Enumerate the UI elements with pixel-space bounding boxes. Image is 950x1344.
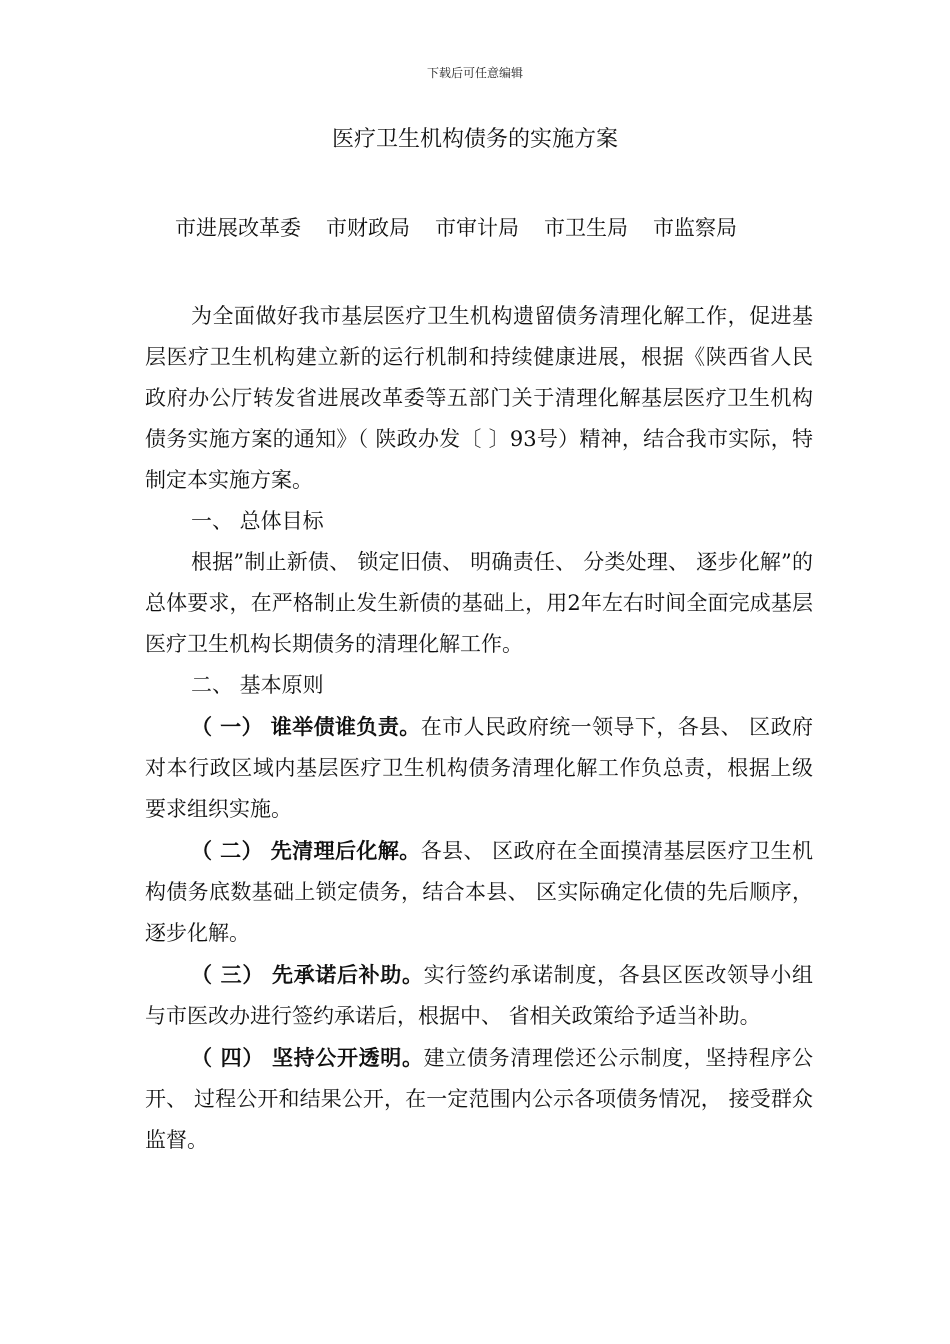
department-item: 市卫生局 [544,216,628,240]
principle-label: （ 三） 先承诺后补助。 [191,962,424,987]
header-note: 下载后可任意编辑 [426,66,523,80]
principle-text: 实行签约承诺制度，各县区医改领导小组与市医改办进行签约承诺后，根据中、 省相关政策给予适当补助。 [145,963,813,1028]
principle-paragraph [145,954,813,1037]
principle-paragraph [145,1037,813,1161]
document-body [145,296,813,1161]
department-list [175,212,737,242]
department-item: 市进展改革委 [175,216,301,240]
section-heading: 二、 基本原则 [191,673,324,697]
section-heading: 一、 总体目标 [191,509,324,533]
principle-text: 建立债务清理偿还公示制度，坚持程序公开、 过程公开和结果公开，在一定范围内公示各项债务情况， 接受群众监督。 [145,1046,813,1152]
principle-text: 在市人民政府统一领导下，各县、 区政府对本行政区域内基层医疗卫生机构债务清理化解工作负总责，根据上级要求组织实施。 [145,715,813,821]
principle-label: （ 二） 先清理后化解。 [191,838,421,863]
principle-label: （ 一） 谁举债谁负责。 [191,714,421,739]
department-item: 市监察局 [653,216,737,240]
principle-paragraph [145,706,813,830]
section-paragraph: 根据”制止新债、 锁定旧债、 明确责任、 分类处理、 逐步化解”的总体要求，在严格制止发生新债的基础上，用2年左右时间全面完成基层医疗卫生机构长期债务的清理化解工作。 [145,550,813,656]
intro-paragraph: 为全面做好我市基层医疗卫生机构遗留债务清理化解工作，促进基层医疗卫生机构建立新的运行机制和持续健康进展，根据《陕西省人民政府办公厅转发省进展改革委等五部门关于清理化解基层医疗卫生机构债务实施方案的通知》（ 陕政办发〔 〕93号）精神，结合我市实际，特制定本实施方案。 [145,304,813,492]
principle-text: 各县、 区政府在全面摸清基层医疗卫生机构债务底数基础上锁定债务，结合本县、 区实际确定化债的先后顺序，逐步化解。 [145,839,813,945]
department-item: 市财政局 [326,216,410,240]
principle-paragraph [145,830,813,954]
document-title: 医疗卫生机构债务的实施方案 [331,127,618,152]
principle-label: （ 四） 坚持公开透明。 [191,1045,424,1070]
department-item: 市审计局 [435,216,519,240]
